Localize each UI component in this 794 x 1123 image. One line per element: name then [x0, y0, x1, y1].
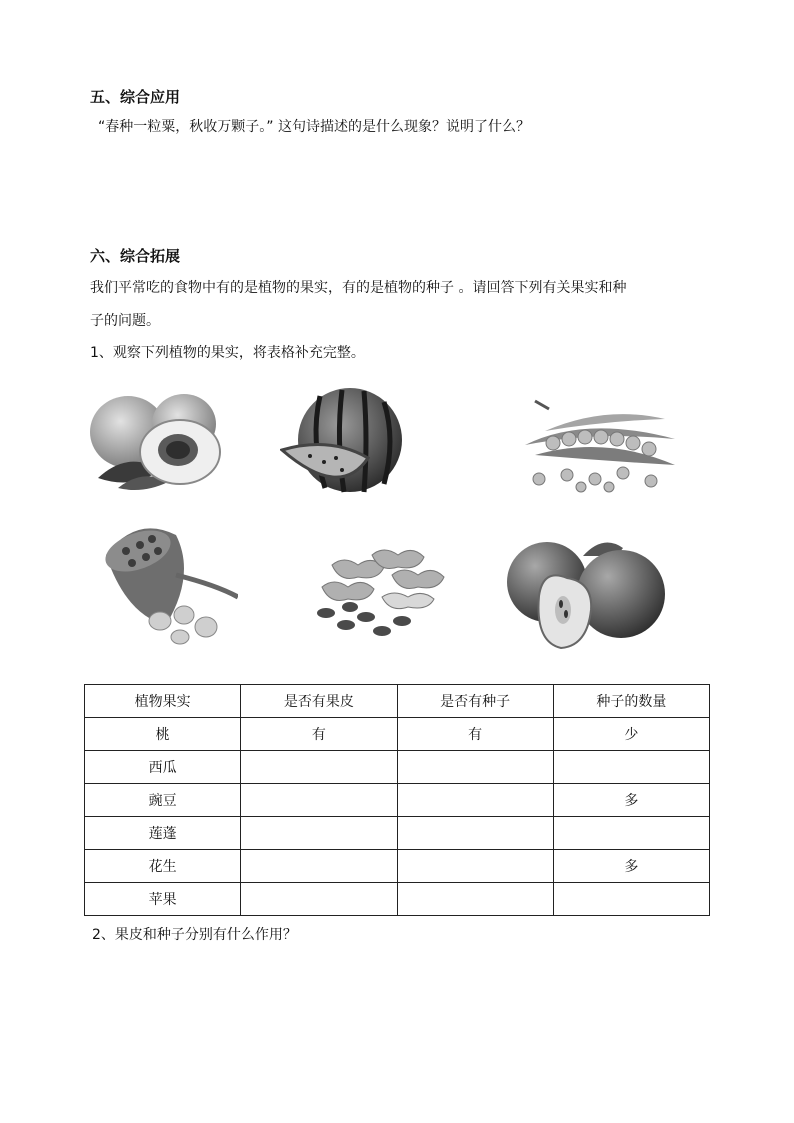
- table-row: [85, 751, 710, 784]
- header-cell: 植物果实: [85, 685, 241, 718]
- answer-cell[interactable]: 多: [553, 784, 709, 817]
- section6-intro-line1: 我们平常吃的食物中有的是植物的果实，有的是植物的种子 。请回答下列有关果实和种: [90, 280, 627, 296]
- question-1: 1、观察下列植物的果实，将表格补充完整。: [90, 345, 365, 361]
- answer-cell[interactable]: [397, 817, 553, 850]
- answer-cell[interactable]: [397, 883, 553, 916]
- answer-cell[interactable]: [241, 817, 397, 850]
- answer-cell[interactable]: [553, 883, 709, 916]
- answer-cell[interactable]: 有: [241, 718, 397, 751]
- answer-cell[interactable]: 有: [397, 718, 553, 751]
- answer-cell[interactable]: [397, 850, 553, 883]
- table-row: [85, 817, 710, 850]
- peanut-image: [312, 545, 450, 641]
- table-row: [85, 718, 710, 751]
- table-row: [85, 883, 710, 916]
- header-cell: 种子的数量: [553, 685, 709, 718]
- table-row: [85, 784, 710, 817]
- table-header-row: [85, 685, 710, 718]
- section5-heading: 五、综合应用: [90, 88, 181, 106]
- header-cell: 是否有果皮: [241, 685, 397, 718]
- lotus-pod-image: [96, 515, 238, 647]
- section6-intro-line2: 子的问题。: [90, 313, 160, 329]
- answer-cell[interactable]: 多: [553, 850, 709, 883]
- watermelon-image: [280, 388, 408, 494]
- fruit-name-cell: 西瓜: [85, 751, 241, 784]
- answer-cell[interactable]: [553, 751, 709, 784]
- answer-cell[interactable]: [241, 883, 397, 916]
- fruit-name-cell: 苹果: [85, 883, 241, 916]
- header-cell: 是否有种子: [397, 685, 553, 718]
- peach-image: [88, 390, 228, 492]
- question-2: 2、果皮和种子分别有什么作用？: [92, 927, 297, 943]
- answer-cell[interactable]: [397, 751, 553, 784]
- answer-cell[interactable]: [241, 850, 397, 883]
- fruit-name-cell: 莲蓬: [85, 817, 241, 850]
- fruit-name-cell: 桃: [85, 718, 241, 751]
- fruit-name-cell: 花生: [85, 850, 241, 883]
- answer-cell[interactable]: [241, 784, 397, 817]
- section6-heading: 六、综合拓展: [90, 247, 181, 265]
- fruit-table: [84, 684, 710, 916]
- apple-image: [503, 538, 665, 652]
- answer-cell[interactable]: [397, 784, 553, 817]
- pea-pod-image: [505, 395, 683, 495]
- answer-cell[interactable]: [553, 817, 709, 850]
- section5-question: “春种一粒粟，秋收万颗子。” 这句诗描述的是什么现象？说明了什么？: [98, 119, 530, 135]
- answer-cell[interactable]: 少: [553, 718, 709, 751]
- fruit-name-cell: 豌豆: [85, 784, 241, 817]
- answer-cell[interactable]: [241, 751, 397, 784]
- table-row: [85, 850, 710, 883]
